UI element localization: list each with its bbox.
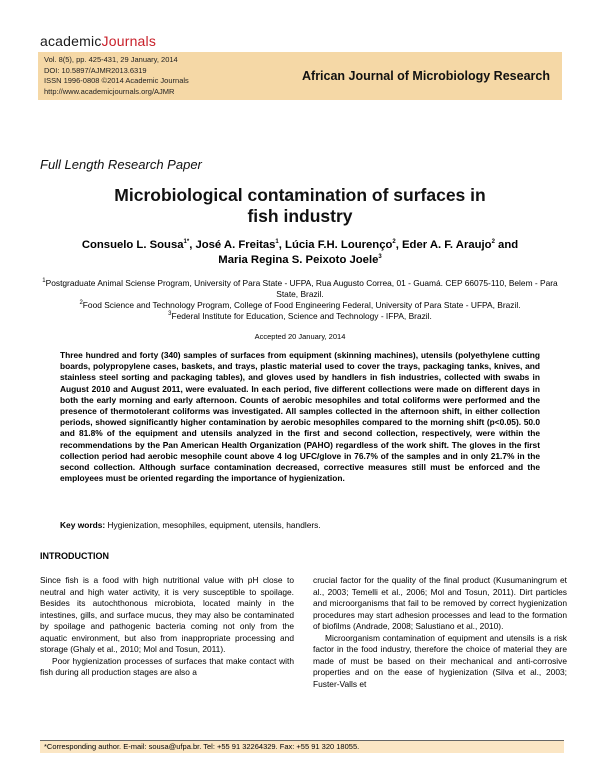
paragraph: Poor hygienization processes of surfaces that make contact with fish during all production stages are also a (40, 655, 294, 677)
author-sup: 2 (392, 239, 396, 246)
journal-logo (40, 33, 156, 49)
author-name: Consuelo L. Sousa (81, 239, 184, 251)
affil-sup: 1 (42, 278, 46, 285)
author-sep: , (395, 239, 403, 251)
affiliation-1 (40, 278, 560, 300)
author-list (40, 238, 560, 268)
paragraph: Since fish is a food with high nutritional value with pH close to neutral and high water activity, it is very susceptible to spoilage. Besides its autochthonous microbiota, located mainly in the intestines, gills, and surface mucus, they may also be contaminated by spoilage and pathogenic bacteria coming not only from the aquatic environment, but also from inappropriate processing and storage (Ghaly et al., 2010; Mol and Tosun, 2011). (40, 575, 294, 654)
author-sep: , (189, 239, 196, 251)
meta-url[interactable]: http://www.academicjournals.org/AJMR (44, 86, 175, 96)
accepted-date: Accepted 20 January, 2014 (254, 332, 346, 341)
author-sup: 1* (183, 239, 190, 246)
keywords-label: Key words: (60, 520, 106, 530)
affil-sup: 2 (79, 300, 83, 307)
paragraph: Microorganism contamination of equipment and utensils is a risk factor in the food industry, therefore the choice of material they are made of must be based on their mechanical and anti-corrosive properties and on the ease of hygienization (Silva et al., 2003; Fuster-Valls et (313, 632, 567, 689)
affil-text: Federal Institute for Education, Science and Technology - IFPA, Brazil. (171, 311, 432, 321)
logo-part-2: Journals (101, 33, 157, 49)
body-column-right (313, 575, 567, 690)
affil-text: Food Science and Technology Program, College of Food Engineering Federal, University of Para State - UFPA, Brazil. (82, 300, 521, 310)
keywords-text: Hygienization, mesophiles, equipment, utensils, handlers. (107, 520, 321, 530)
affiliation-2 (40, 300, 560, 311)
meta-volume: Vol. 8(5), pp. 425-431, 29 January, 2014 (44, 55, 178, 64)
author-sep: , (278, 239, 286, 251)
author-name: José A. Freitas (195, 239, 276, 251)
logo-part-1: academic (40, 33, 102, 49)
section-heading-introduction: INTRODUCTION (40, 551, 109, 561)
corresponding-author-footnote: *Corresponding author. E-mail: sousa@ufpa.br. Tel: +55 91 32264329. Fax: +55 91 320 18055. (40, 741, 564, 753)
affil-text: Postgraduate Animal Sciense Program, University of Para State - UFPA, Rua Augusto Correa, 01 - Guamá. CEP 66075-110, Belem - Para State, Brazil. (45, 278, 558, 299)
author-sup: 2 (491, 239, 495, 246)
paragraph: crucial factor for the quality of the final product (Kusumaningrum et al., 2003; Temelli et al., 2006; Mol and Tosun, 2011). Dirt particles and microorganisms that fail to be removed by correct hygienization procedures may start adhesion processes and lead to the formation of biofilms (Andrade, 2008; Salustiano et al., 2010). (313, 575, 567, 631)
meta-doi[interactable]: DOI: 10.5897/AJMR2013.6319 (44, 65, 147, 75)
body-column-left (40, 575, 294, 679)
author-sup: 3 (378, 254, 382, 261)
author-sup: 1 (275, 239, 279, 246)
keywords (60, 520, 540, 530)
paper-type: Full Length Research Paper (40, 157, 202, 172)
journal-meta (44, 55, 189, 97)
author-name: Eder A. F. Araujo (402, 239, 492, 251)
affil-sup: 3 (168, 311, 172, 318)
affiliation-3 (40, 311, 560, 322)
meta-issn: ISSN 1996-0808 ©2014 Academic Journals (44, 76, 189, 85)
title-line-1: Microbiological contamination of surfaces in (114, 185, 486, 205)
abstract: Three hundred and forty (340) samples of surfaces from equipment (skinning machines), utensils (polyethylene cutting boards, polypropylene cases, baskets, and trays, plastic material used to cover the trays, packaging tanks, knives, and stainless steel sorting and packaging tables), and gloves used by handlers in fish industries, collected with swabs in August 2010 and August 2011, were evaluated. In each period, five different collections were made on different days in both the early morning and early afternoon. Counts of aerobic mesophiles and total coliforms were performed and the presence of thermotolerant coliforms was investigated. All samples collected in the afternoon shift, in either collection periods, showed significantly higher contamination by aerobic mesophiles compared to the morning shift (p<0.05). 50.0 and 81.8% of the equipment and utensils analyzed in the first and second collection, respectively, were within the recommendations by the Pan American Health Organization (PAHO) regardless of the work shift. The gloves in the first collection period had aerobic mesophile count above 4 log UFC/glove in 76.7% of the samples and in only 21.7% in the second collection. Although surface contamination decreased, corrective measures still must be enforced and the employees must be oriented regarding the importance of hygienization. (60, 350, 540, 484)
author-name: Maria Regina S. Peixoto Joele (218, 254, 379, 266)
journal-name: African Journal of Microbiology Research (302, 69, 550, 83)
title-line-2: fish industry (247, 206, 353, 226)
author-name: Lúcia F.H. Lourenço (285, 239, 393, 251)
author-sep: and (494, 239, 519, 251)
affiliations (40, 278, 560, 322)
paper-title (40, 185, 560, 227)
